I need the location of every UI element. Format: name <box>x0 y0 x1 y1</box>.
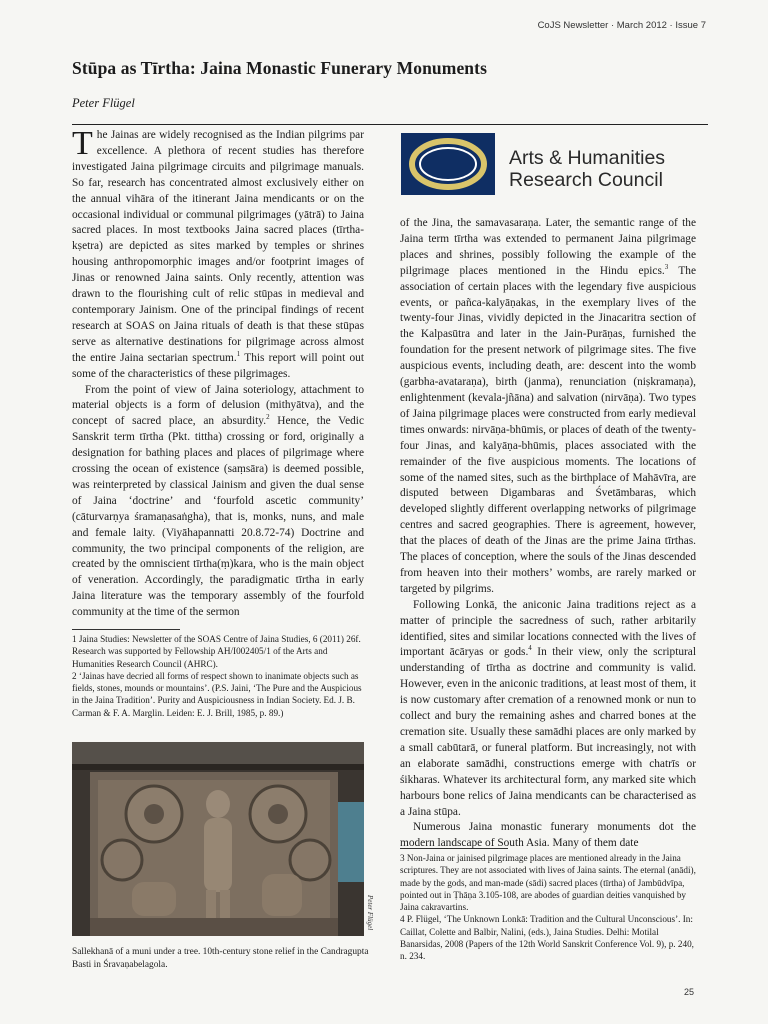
footnote-ref: 4 <box>528 644 532 653</box>
ahrc-logo-text: Arts & Humanities Research Council <box>509 147 666 191</box>
photo-caption: Sallekhanā of a muni under a tree. 10th-century stone relief in the Candragupta Basti in Śravaṇabelagola. <box>72 947 369 970</box>
right-column <box>400 216 696 850</box>
paragraph: From the point of view of Jaina soteriology, attachment to material objects is a form of delusion (mithyātva), and the concept of sacred place, an absurdity.$^2$ Hence, the Vedic Sanskrit term tīrtha (Pkt. tittha) crossing or ford, originally a designation for bathing places and places of pilgrimage where crossing the ocean of existence (saṃsāra) is deemed possible, was reinterpreted by classical Jainism and given the dual sense of Jaina ‘doctrine’ and ‘fourfold ascetic community’ (cāturvarṇya śramaṇasaṅgha), that is, monks, nuns, and male and female laity. (Viyāhapannatti 20.8.72-74) Doctrine and community, the two principal components of the religion, are created by the omniscient tīrtha(ṃ)kara, who is the main object of veneration. Accordingly, the paradigmatic tīrtha in early Jaina literature was the temporary assembly of the fourfold community at the time of the sermon <box>72 383 364 619</box>
relief-photo <box>72 742 364 936</box>
paragraph: Following Lonkā, the aniconic Jaina traditions reject as a matter of principle the sacredness of such, rather arbitarily identified, sites and similar locations connected with the lives of important ācāryas or gods.$^4$ In their view, only the scriptural understanding of tīrtha as doctrine and community is valid. However, even in the aniconic traditions, at least most of them, it is now customary after cremation of a renowned monk or nun to collect and bury the remaining ashes and charred bones at the cremation site. Usually these samādhi places are only marked by a small cabūtarā, or funeral platform. But increasingly, not with an elaborate samādhi, constructions emerge with chatrīs or śikharas. Whatever its architectural form, any marked site which harbours bone relics of Jaina mendicants can be characterised as a Jaina stūpa. <box>400 598 696 818</box>
paragraph: The Jainas are widely recognised as the Indian pilgrims par excellence. A plethora of recent studies has therefore investigated Jaina pilgrimage circuits and pilgrimage manuals. So far, research has concentrated almost exclusively either on the annual vihāra of the itinerant Jaina mendicants or on the occasional individual or communal pilgrimages (yātrā) to Jaina sacred places. In most textbooks Jaina sacred places (tīrtha-kṣetra) are depicted as sites marked by temples or shrines housing anthropomorphic images and/or footprint images of Jinas or renowned Jaina saints. Only recently, attention was drawn to the flourishing cult of relic stūpas in medieval and contemporary Jainism. One of the principal findings of recent research at SOAS on Jaina rituals of death is that these stūpas serve as alternative destinations for pilgrimage across almost the entire Jaina sectarian spectrum.$^1$ This report will point out some of the characteristics of these pilgrimages. <box>72 125 364 380</box>
footnote: 4 P. Flügel, ‘The Unknown Lonkā: Tradition and the Cultural Unconscious’. In: Caillat, Colette and Balbir, Nalini, (eds.), Jaina Studies. Delhi: Motilal Banarsidas, 2008 (Papers of the 12th World Sanskrit Conference Vol. 9), p. 240, n. 234. <box>400 914 694 962</box>
ahrc-logo <box>401 133 495 195</box>
footnote: 3 Non-Jaina or jainised pilgrimage places are mentioned already in the Jaina scriptures. They are not associated with lives of Jaina saints. The eternal (anādi), made by the gods, and man-made (sādi) sacred places (tīrtha) of Jambūdvīpa, pointed out in Ṭhāṇa 3.105-108, are abodes of guardian deities vanquished by Jaina cakravartins. <box>400 853 696 913</box>
stone-relief-image <box>72 742 364 936</box>
page-number: 25 <box>683 987 694 997</box>
page-title: Stūpa as Tīrtha: Jaina Monastic Funerary Monuments <box>72 58 487 78</box>
footnote-rule <box>72 629 180 630</box>
footnotes-left <box>72 633 364 737</box>
footnote-ref: 1 <box>236 349 241 358</box>
footnotes-right <box>400 852 696 964</box>
ahrc-logo-mark <box>401 133 495 195</box>
photo-credit: Peter Flügel <box>366 895 374 931</box>
paragraph: of the Jina, the samavasaraṇa. Later, the semantic range of the Jaina term tīrtha was extended to permanent Jaina pilgrimage places and shrines, possibly following the example of the pilgrimage places mentioned in the Hindu epics.$^3$ The association of certain places with the legendary five auspicious events, or pañca-kalyāṇakas, in the exemplary lives of the twenty-four Jinas, vividly depicted in the Jinacaritra section of the Kalpasūtra and later in the Jain-Purāṇas, furnished the foundation for the present network of pilgrimage sites. The five auspicious events, including death, are: descent into the womb (garbha-avataraṇa), birth (janma), renunciation (niṣkramaṇa), enlightenment (kevala-jñāna) and salvation (nirvāṇa). Two types of Jaina pilgrimage places were constructed from early medieval times onwards: nirvāṇa-bhūmis, or places of death of the twenty-four Jinas, and kalyāṇa-bhūmis, places associated with the remainder of the five auspicious moments. The locations of some of the named sites, such as the birthplace of Mahāvīra, are disputed between Digambaras and Śvetāmbaras, which developed slightly different overlapping networks of pilgrimage centres and sacred geographies. There is agreement, however, that the places of death of the Jinas are the prime Jaina tīrthas. The places of conception, where the souls of the Jinas descended from heaven into their mothers’ wombs, are rarely marked or targeted by pilgrims. <box>400 217 696 595</box>
author-name: Peter Flügel <box>72 96 135 110</box>
paragraph: Numerous Jaina monastic funerary monuments dot the modern landscape of South Asia. Many of them date <box>400 821 696 850</box>
header-rule <box>72 124 708 125</box>
footnote-ref: 2 <box>266 413 270 422</box>
footnote-ref: 3 <box>664 262 669 271</box>
running-head: CoJS Newsletter · March 2012 · Issue 7 <box>537 20 706 31</box>
footnote: 1 Jaina Studies: Newsletter of the SOAS Centre of Jaina Studies, 6 (2011) 26f. Research was supported by Fellowship AH/I002405/1 of the Arts and Humanities Research Council (AHRC). <box>72 634 361 669</box>
drop-cap: T <box>72 125 93 162</box>
left-column <box>72 125 364 625</box>
footnote-rule <box>400 848 508 849</box>
footnote: 2 ‘Jainas have decried all forms of respect shown to inanimate objects such as fields, stones, mounds or mountains’. (P.S. Jaini, ‘The Pure and the Auspicious in the Jaina Tradition’. Purity and Auspiciousness in Indian Society. Ed. J. B. Carman & F. A. Marglin. Leiden: E. J. Brill, 1985, p. 89.) <box>72 670 362 718</box>
